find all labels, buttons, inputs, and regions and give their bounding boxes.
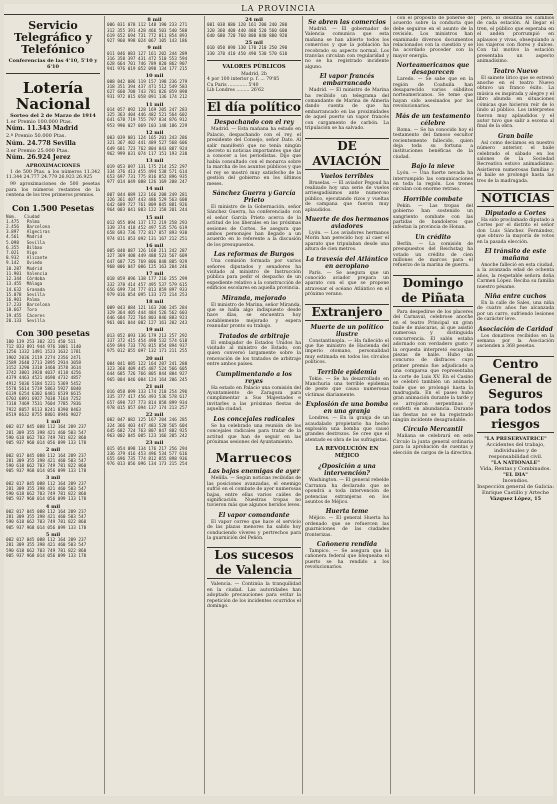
article-heading: Círculo Mercantil xyxy=(403,426,463,434)
marruecos-title: Marruecos xyxy=(215,451,293,466)
telegraph-service-title: Servicio Telegráfico y Telefónico xyxy=(14,19,92,56)
pinata-title: Domingo de Piñata xyxy=(393,275,473,307)
article-body: Constantinopla. — Ha fallecido el que fue ministro de Hacienda del imperio otomano, personalidad muy estimada en todos los círculos políticos. xyxy=(305,338,389,366)
political-day-title: El día político xyxy=(207,100,301,115)
mil-label: 10 mil xyxy=(145,73,164,80)
mil-label: 13 mil xyxy=(145,158,164,165)
article-heading: El tránsito de este mañana xyxy=(484,248,547,262)
prizes-300-list: 100 139 253 302 321 450 511 712 833 891 944 976 1001 1140 1256 1332 1491 1523 1632 1781 1902 2036 2119 2274 2356 2471 2589 2640 2713 2895 2934 3058 3152 3290 3318 3460 3578 3614 3742 3801 3928 4037 4118 4256 4379 4463 4521 4690 4732 4857 4912 5036 5184 5221 5369 5452 5578 5614 5739 5863 5927 6040 6139 6254 6302 6481 6539 6615 6703 6891 6927 7038 7164 7252 7318 7469 7531 7604 7785 7836 7922 8057 8113 8241 8390 8463 8519 8632 8755 8801 8946 9027 xyxy=(6,339,82,418)
article-heading: Un crédito xyxy=(415,233,451,241)
mil-numbers: 004 041 085 122 164 207 241 288 323 368 409 445 487 524 566 605 644 685 726 766 805 844 884 927 965 004 046 084 124 164 206 245 xyxy=(107,362,188,383)
public-values-line: Cu Paris ............. 5'40 xyxy=(207,82,259,88)
public-values-city: Madrid, 2b xyxy=(241,71,267,77)
mil-label: 20 mil xyxy=(145,355,164,362)
mil-label: 16 mil xyxy=(145,242,164,249)
column-3 xyxy=(204,16,301,794)
mil-numbers: 006 031 078 112 148 190 233 271 312 355 391 428 466 503 540 588 619 652 694 731 772 811 854 893 927 960 998 024 067 105 143 186 xyxy=(107,23,188,45)
article-heading: La travesía del Atlántico en aeroplano xyxy=(306,255,388,270)
article-body: Madrid. — Esta mañana ha estado en Palacio, despachando con el rey, el presidente del Consejo, señor Dato. Al salir manifestó que no tenía ningún decreto ni noticias importantes que dar a conocer a los periodistas. Dijo que había consultado con el monarca sobre la marcha de los asuntos públicos y que el rey se mostró muy satisfecho de la gestión del gobierno en los últimos meses. xyxy=(207,127,301,187)
public-values-line: 4 por 100 interior p. f. ... 79'85 xyxy=(207,77,280,83)
extranjero-title: Extranjero xyxy=(305,304,389,321)
prize-1-label: 1.er Premio 100.000 Ptas. xyxy=(6,119,73,125)
prize-2-label: 2.º Premio 50.000 Ptas. xyxy=(6,133,66,140)
article-body: Roma. — Se ha conocido hoy el testamento del famoso escultor recientemente fallecido, quien deja toda su fortuna a instituciones benéficas de la ciudad. xyxy=(393,127,473,160)
article-heading: Terrible epidemia xyxy=(317,368,377,376)
article-body: Anoche falleció en esta ciudad, a la avanzada edad de ochenta años, la respetable señora doña Carmen López. Reciba su familia nuestro pésame. xyxy=(477,263,554,290)
prizes-1500-heading: Con 1.500 Pesetas xyxy=(11,202,94,213)
article-body: Mañana se celebrará en este Círculo la junta general ordinaria para la aprobación de cuentas y elección de cargos de la directiva. xyxy=(393,434,473,456)
lottery-title: Lotería Nacional xyxy=(15,79,91,113)
article-heading: Sánchez Guerra y García Prieto xyxy=(212,189,296,204)
mil-numbers: 001 038 080 120 161 200 240 280 320 360 400 440 480 520 560 600 640 680 720 760 800 840 880 920 xyxy=(207,23,288,39)
mil-label: 24 mil xyxy=(245,17,263,23)
mil-label: 21 mil xyxy=(145,383,164,390)
article-heading: Horrible combate xyxy=(403,195,463,203)
valencia-title: Los sucesos de Valencia xyxy=(207,547,301,579)
article-body: El vapor correo que hace el servicio de las plazas menores ha salido hoy conduciendo víveres y pertrechos para la guarnición del Peñón. xyxy=(207,519,301,541)
article-body: Tampico. — Se asegura que la cañonera federal que bloqueaba el puerto se ha rendido a los revolucionarios. xyxy=(305,548,389,571)
mil-numbers: 015 054 098 134 176 217 256 294 336 379 416 453 496 534 577 616 655 696 735 774 812 855 898 936 976 013 056 096 134 173 215 254 xyxy=(107,446,188,468)
article-heading: Despachando con el rey xyxy=(214,119,294,127)
prize-3-number: Núm. 26.924 Jerez xyxy=(6,154,71,162)
article-heading: Los concejales radicales xyxy=(213,415,295,423)
article-heading: El vapor comandante xyxy=(218,511,290,519)
article-body: Ha estado en Palacio una comisión del Ayuntamiento de Zaragoza para cumplimentar a Sus Majestades e invitarles a las próximas fiestas de aquella ciudad. xyxy=(207,385,301,413)
column-4 xyxy=(302,16,389,794)
approximations-label: APROXIMACIONES xyxy=(25,163,81,170)
insurance-line: "LA NATIONALE" xyxy=(491,459,540,466)
prize-2-number: Núm. 24.778 Sevilla xyxy=(6,139,76,147)
column-2 xyxy=(104,16,202,794)
conferences-subtitle: Conferencias de las 4'10, 5'10 y 6'10 xyxy=(8,58,98,70)
article-heading: Miranda, mejorado xyxy=(221,294,287,302)
reintegro-text: 99 aproximaciones de 500 pesetas para los números restantes de la centena de los tres primeros premios. xyxy=(6,182,100,199)
article-body: Lyón. — Los aviadores hermanos Morin han perecido hoy al caer el aparato que tripulaban desde una altura de cien metros. xyxy=(305,230,389,253)
public-values-title: VALORES PÚBLICOS xyxy=(222,63,286,70)
insurance-line: "EL DIA" xyxy=(503,471,528,478)
article-heading: Explosión de una bomba en una granja xyxy=(305,401,389,416)
mil-label: 2 mil xyxy=(45,447,61,454)
lottery-draw-date: Sorteo del 2 de Marzo de 1914 xyxy=(10,113,96,119)
mil-label: 9 mil xyxy=(147,45,162,52)
article-heading: Asociación de Caridad xyxy=(478,325,553,333)
mil-label: 17 mil xyxy=(145,270,164,277)
article-heading: Las reformas de Burgos xyxy=(213,251,295,259)
article-heading: Cañonera rendida xyxy=(316,540,378,548)
insurance-ad xyxy=(477,436,554,502)
article-body: El ministro de la Gobernación, señor Sánchez Guerra, ha conferenciado con el señor García Prieto acerca de la actitud de los liberales en las próximas sesiones de Cortes. Se asegura que ambos personajes han llegado a un acuerdo en lo referente a la discusión de los presupuestos. xyxy=(207,204,301,248)
insurance-line: Inspección general de Galicia: Enrique Castillo y Arteche xyxy=(477,483,554,496)
mil-numbers: 019 053 097 131 175 214 252 297 334 376 413 455 494 538 571 614 653 697 731 775 816 852 896 935 977 014 049 088 126 169 208 247 xyxy=(107,164,188,186)
article-body: París. — Se asegura que un conocido aviador prepara un aparato con el que se propone atravesar el océano Atlántico en el próximo verano. xyxy=(305,270,389,298)
article-body: Para despedirse de los placeres del Carnaval, celebrose anoche en el teatro Principal un gran baile de máscaras, al que asistió numerosa y distinguida concurrencia. El salón estaba adornado con verdadero gusto y la orquesta interpretó escogidas piezas de baile. Hubo un concurso de disfraces cuyo primer premio fue adjudicado a una comparsa que representaba la corte de Luis XV. En el Casino se celebró también un animado baile que se prolongó hasta la madrugada. En el paseo hubo gran animación durante la tarde y se arrojaron serpentinas y confetti en abundancia. Durante las fiestas no se ha registrado ningún incidente desagradable. xyxy=(393,309,473,423)
public-values-line: Lib Londres ......... 26'62 xyxy=(207,88,264,94)
mil-label: 12 mil xyxy=(145,129,164,136)
article-body: Una comisión formada por varios señores diputados y senadores ha visitado al ministro de Instrucción pública para pedir el despacho de un expediente relativo a la construcción de edificios escolares en aquella provincia. xyxy=(207,259,301,292)
mil-label: 8 mil xyxy=(147,17,162,23)
article-body: con el propósito de ponerse de acuerdo sobre la conducta que debe seguirse en el asunto de la revisión. Los ministros han examinado diversos documentos relacionados con la cuestión y se ha acordado proceder con la mayor energía. xyxy=(393,16,473,59)
article-body: El embajador de Estados Unidos ha visitado al ministro de Estado, con quien conversó largamente sobre la renovación de los tratados de arbitraje entre ambos países. xyxy=(207,340,301,368)
mil-numbers: 002 017 045 088 112 164 209 237 281 309 355 398 421 460 503 547 590 618 662 703 749 781 822 860 905 937 968 014 056 099 133 178 xyxy=(6,538,87,559)
article-body: El sainete lírico que se estrenó anoche en el teatro Nuevo obtuvo un franco éxito. La música es inspirada y alegre y el libro abunda en situaciones cómicas que hicieron reír de lo lindo al público. Los intérpretes fueron muy aplaudidos y el autor tuvo que salir a escena al final de la obra. xyxy=(477,75,554,130)
mil-numbers: 002 017 045 088 112 164 209 237 281 309 355 398 421 460 503 547 590 618 662 703 749 781 822 860 905 937 968 014 056 099 133 178 xyxy=(6,481,87,503)
mil-numbers: 002 017 045 088 112 164 209 237 281 309 355 398 421 460 503 547 590 618 662 703 749 781 822 860 905 937 968 014 056 099 133 178 xyxy=(6,510,87,531)
article-heading: Más de un testamento célebre xyxy=(395,112,471,127)
article-heading: El vapor francés embarrancado xyxy=(319,73,375,88)
article-body: Pekín. — Las tropas del gobierno han sostenido un sangriento combate con las partidas de bandoleros que infestan la provincia de Honan. xyxy=(393,203,473,231)
mil-label: 18 mil xyxy=(145,299,164,306)
article-body: Lyón. — Una fuerte nevada ha interrumpido las comunicaciones en toda la región. Los trenes circulan con enorme retraso. xyxy=(393,171,473,193)
article-body: Berlín. — La comisión de presupuestos del Reichstag ha votado un crédito de cien millones de marcos para el refuerzo de la marina de guerra. xyxy=(393,241,473,269)
article-heading: Tratados de arbitraje xyxy=(218,332,290,340)
article-body: Méjico. — El general Huerta ha ordenado que se refuercen las guarniciones de las ciudades fronterizas. xyxy=(305,516,389,538)
mil-label: 11 mil xyxy=(145,101,164,108)
article-body: El ministro de Marina, señor Miranda, que se halla algo indispuesto desde hace días, se encuentra hoy notablemente mejorado y espera reanudar pronto su trabajo. xyxy=(207,302,301,330)
aviacion-title: DE AVIACIÓN xyxy=(305,138,389,170)
noticias-title: NOTICIAS xyxy=(477,190,554,207)
article-heading: Se abren las comercios xyxy=(308,19,386,26)
article-body: Madrid. — El ministro de Marina ha recibido un telegrama del comandante de Marina de Almería dando cuenta de que ha embarrancado en las proximidades de aquel puerto un vapor francés con cargamento de carbón. La tripulación se ha salvado. xyxy=(305,88,389,132)
mil-numbers: 012 055 094 137 172 219 258 293 339 374 418 452 497 535 576 619 658 693 736 772 817 857 893 938 974 011 053 092 131 167 212 251 xyxy=(107,220,188,242)
mil-numbers: 007 044 089 123 166 208 249 281 326 361 407 443 486 529 563 608 642 689 727 761 809 845 881 926 964 003 041 083 122 158 201 244 xyxy=(107,192,188,214)
insurance-line: Incendios. xyxy=(502,477,529,484)
article-body: Washington. — El general rebelde Carranza ha declarado que se opondrá a toda intervención de potencias extranjeras en los asuntos de Méjico. xyxy=(305,478,389,505)
mil-label: 25 mil xyxy=(245,40,263,47)
mil-numbers: 016 058 099 133 174 218 254 296 335 377 417 456 493 536 578 617 657 698 737 773 814 858 899 934 978 015 057 094 137 174 213 257 xyxy=(107,390,188,411)
mil-numbers: 002 017 045 088 112 164 209 237 281 309 355 398 421 460 503 547 590 618 662 703 749 781 822 860 905 937 968 014 056 099 133 178 xyxy=(6,453,87,475)
article-body: Bruselas. — El aviador Pegoud ha realizado hoy una serie de vuelos arriesgadísimos ante numeroso público, ejecutando rizos y vueltas de campana que fueron muy aplaudidos. xyxy=(305,180,389,213)
mil-numbers: 008 042 086 119 157 198 236 279 318 351 394 437 471 512 549 583 627 660 708 743 781 826 859 898 931 972 015 058 091 136 174 212 xyxy=(107,79,188,101)
mil-label: 14 mil xyxy=(145,186,164,193)
article-heading: Muerte de dos hermanos aviadores xyxy=(305,215,389,230)
article-heading: Diputado a Cortes xyxy=(485,209,546,217)
article-body: Laredo. — Se sabe que en la región de Coahuila han desaparecido varios súbditos norteamericanos. Se teme que hayan sido asesinados por los revolucionarios. xyxy=(393,77,473,110)
insurance-ad-title: Centro General de Seguros para todos riesgos xyxy=(478,356,553,431)
article-heading: Las bajas enemigas de ayer xyxy=(208,468,300,476)
mil-numbers: 002 017 045 088 112 164 209 237 281 309 355 398 421 460 503 547 590 618 662 703 749 781 822 860 905 937 968 014 056 099 133 178 xyxy=(6,425,87,446)
article-body: Así como decíamos en nuestro número anterior, el baile celebrado el sábado en los salones de la Sociedad Recreativa estuvo animadísimo. Asistieron numerosas familias y el baile se prolongó hasta las tres de la madrugada. xyxy=(477,140,554,184)
insurance-line: "LA PRESERVATRICE" xyxy=(484,435,547,442)
mil-label: 1 mil xyxy=(45,418,61,425)
mil-numbers: 003 039 081 124 165 201 243 286 321 367 402 441 489 527 568 606 649 681 723 762 804 843 887 924 962 999 031 074 117 151 193 238 xyxy=(107,136,188,157)
masthead: LA PROVINCIA xyxy=(4,4,553,15)
mil-label: 22 mil xyxy=(145,412,164,419)
article-body: Los donativos recibidos en la semana por la Asociación ascienden a 368 pesetas. xyxy=(477,333,554,350)
mil-numbers: 002 047 082 125 167 204 246 285 324 366 403 447 483 528 565 604 645 682 724 763 807 847 882 925 963 002 045 085 123 166 205 242 xyxy=(107,418,188,440)
article-heading: Cumplimentando a los reyes xyxy=(216,370,292,385)
article-heading: Muerte de un político ilustre xyxy=(310,323,384,338)
article-body: En la calle de Sales, una niña de cuatro años fue alcanzada por un carro, sufriendo lesiones de carácter leve. xyxy=(477,301,554,323)
insurance-line: Accidentes del trabajo, individuales y de responsabilidad civil. xyxy=(486,441,545,460)
article-body: Ha sido proclamado diputado a Cortes por el distrito el señor don Luis Sánchez Fernández, que obtuvo la mayoría de votos en la pasada elección. xyxy=(477,217,554,245)
prizes-1500-list: Núm. Ciudad 1.475 Palma 2.456 Barcelona 3.897 Algeciras 4.561 Madrid 5.098 Sevilla 6.355 Bilbao 7.021 Vigo 8.932 Alicante 9.142 Oviedo 10.287 Madrid 11.901 Valencia 12.344 Córdoba 13.455 Málaga 14.632 Granada 15.078 Sevilla 16.901 Palma 17.233 Barcelona 18.667 Toro 19.455 Cáceres 20.133 Sevilla xyxy=(6,214,50,324)
newspaper-page xyxy=(4,4,553,796)
mil-numbers: 013 052 093 136 179 213 257 292 337 372 415 454 498 532 574 618 659 694 733 776 815 854 894 937 975 012 055 097 132 171 211 255 xyxy=(107,333,188,355)
article-heading: Niña entre cuchos xyxy=(484,293,547,301)
mil-numbers: 009 043 084 121 163 206 245 284 329 364 405 444 484 526 562 603 646 684 722 764 803 846 883 923 961 001 044 082 127 161 202 243 xyxy=(107,305,188,327)
mil-label: 19 mil xyxy=(145,327,164,334)
article-heading: Huerta teme xyxy=(325,508,369,516)
insurance-line: Vida, Rentas y Combinados. xyxy=(480,465,551,472)
insurance-line: Vázquez López, 15 xyxy=(489,495,542,502)
divider xyxy=(207,60,301,61)
divider xyxy=(6,73,100,74)
mexico-title: LA REVOLUCIÓN EN MÉJICO xyxy=(315,446,379,460)
approximations-text: 1 de 500 Ptas. a los números 11.342 11.344 24.777 24.779 26.923 26.925 xyxy=(6,169,100,181)
mil-label: 4 mil xyxy=(45,503,61,510)
article-body: Madrid. — El gobernador de Valencia comunica que esta mañana se han abierto todos los comercios y que la población ha recobrado su aspecto normal. Los tranvías circulan con regularidad y no se ha registrado incidente alguno. xyxy=(305,27,389,70)
mil-label: 5 mil xyxy=(45,531,61,538)
mil-numbers: 014 057 092 128 169 205 247 283 325 363 404 446 482 521 564 602 641 678 719 755 797 834 876 912 953 990 027 069 103 148 186 229 xyxy=(107,108,188,129)
article-heading: Bajo la nieve xyxy=(411,163,455,171)
article-body: Londres. — En la granja de un acaudalado propietario ha hecho explosión una bomba que causó grandes destrozos. Se cree que el atentado es obra de las sufragistas. xyxy=(305,416,389,443)
column-5 xyxy=(390,16,473,794)
mil-label: 15 mil xyxy=(145,214,164,221)
article-heading: Teatro Nuevo xyxy=(493,67,538,75)
mil-label: 3 mil xyxy=(45,475,61,482)
article-heading: Vuelos terribles xyxy=(320,172,374,180)
mil-numbers: 011 046 083 127 161 202 244 289 316 358 397 431 472 510 553 594 628 664 701 746 789 820 862 907 941 976 019 052 098 134 177 215 xyxy=(107,51,188,73)
column-1 xyxy=(6,16,100,794)
column-6 xyxy=(474,16,554,794)
article-heading: Gran baile xyxy=(497,132,534,140)
prizes-300-heading: Con 300 pesetas xyxy=(16,327,90,338)
article-body: Melilla. — Según noticias recibidas de las posiciones avanzadas, el enemigo sufrió en el combate de ayer numerosas bajas, entre ellas varios caídes de significación. Nuestras tropas no tuvieron más que algunos heridos leves. xyxy=(207,476,301,509)
prize-1-number: Núm. 11.343 Madrid xyxy=(6,125,78,133)
article-body: Se ha celebrado una reunión de los concejales radicales para tratar de la actitud que han de seguir en las próximas sesiones del Ayuntamiento. xyxy=(207,423,301,445)
article-heading: ¿Oposición a una intervención? xyxy=(318,463,376,478)
article-body: pero, lo desafina los cambios de cada estación. Al llegar el tren, el público que esperaba en el andén prorrumpió en aplausos y vivas, obsequiando a los viajeros con flores y dulces. Con tal motivo la estación presentaba un aspecto animadísimo. xyxy=(477,16,554,65)
mil-numbers: 005 048 087 126 168 211 242 287 327 369 408 449 488 523 567 609 647 687 725 769 806 848 885 929 968 006 047 086 125 163 204 246 xyxy=(107,249,188,270)
mil-numbers: 010 050 090 130 170 210 250 290 330 370 410 450 490 530 570 610 xyxy=(207,46,288,57)
mil-label: 23 mil xyxy=(145,440,164,447)
article-heading: Norteamericanos que desaparecen xyxy=(396,62,470,77)
mil-numbers: 018 059 096 138 177 216 255 299 332 378 414 457 495 537 579 615 656 699 734 777 813 859 897 933 979 016 054 095 133 172 214 253 xyxy=(107,277,188,298)
prize-3-label: 3.er Premio 25.000 Ptas. xyxy=(6,147,69,154)
article-body: Tokio. — Se ha desarrollado en Manchuria una terrible epidemia de peste que causa numerosas víctimas diariamente. xyxy=(305,376,389,398)
article-body: Valencia. — Continúa la tranquilidad en la ciudad. Las autoridades han adoptado precauciones para evitar la repetición de los incidentes ocurridos el domingo. xyxy=(207,582,301,610)
